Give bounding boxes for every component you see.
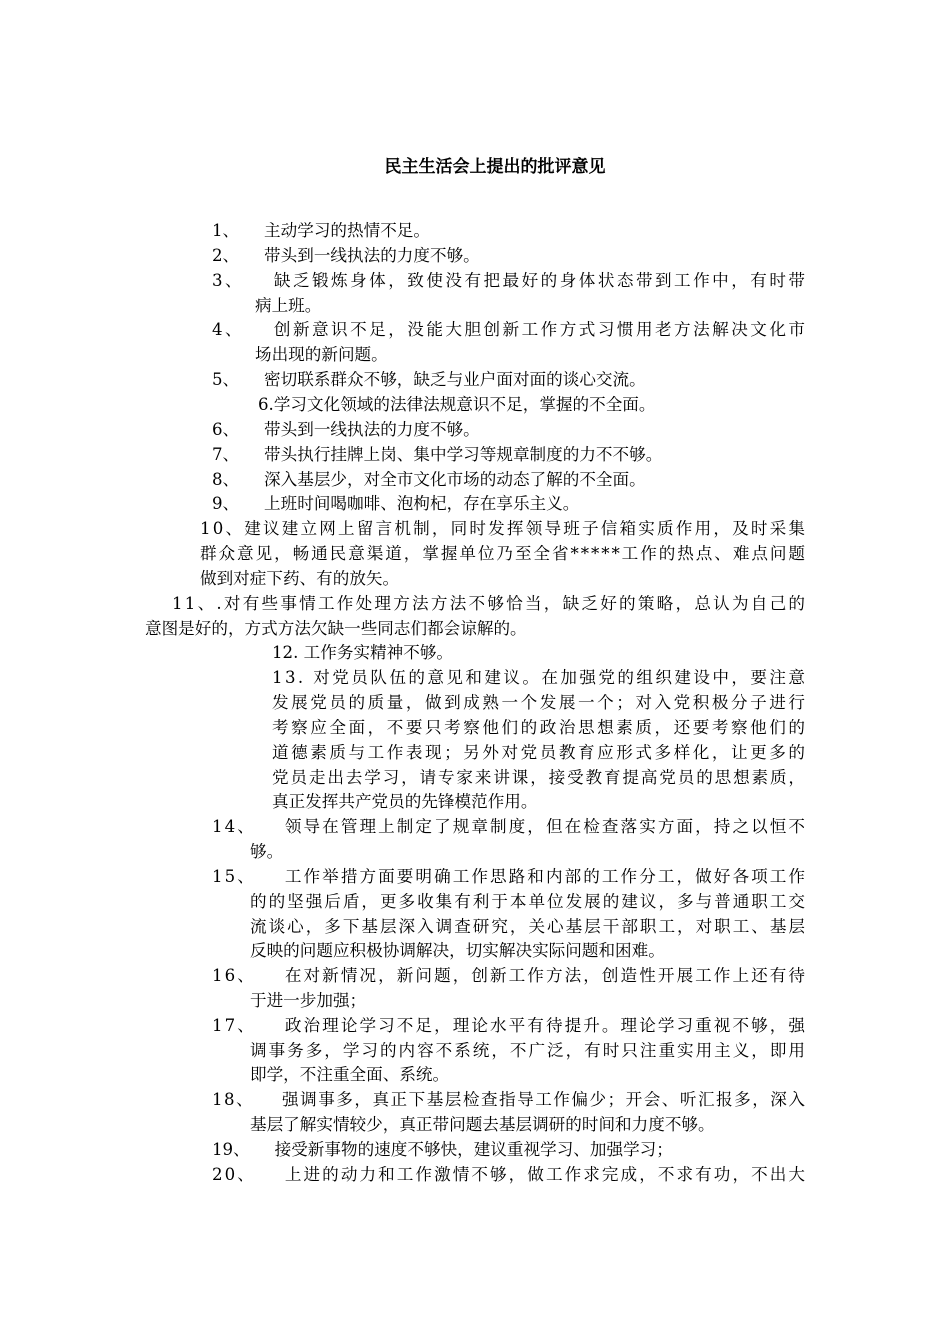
text-line: 15、 工作举措方面要明确工作思路和内部的工作分工，做好各项工作 <box>212 867 808 886</box>
text-line: 做到对症下药、有的放矢。 <box>200 569 400 588</box>
text-line: 16、 在对新情况，新问题，创新工作方法，创造性开展工作上还有待 <box>212 966 808 985</box>
text-line: 4、 创新意识不足，没能大胆创新工作方式习惯用老方法解决文化市 <box>212 320 808 339</box>
text-line: 病上班。 <box>255 296 322 315</box>
text-line: 6.学习文化领域的法律法规意识不足，掌握的不全面。 <box>258 395 656 414</box>
text-line: 18、 强调事多，真正下基层检查指导工作偏少；开会、听汇报多，深入 <box>212 1090 807 1109</box>
text-line: 调事务多，学习的内容不系统，不广泛，有时只注重实用主义，即用 <box>250 1041 807 1060</box>
text-line: 7、 带头执行挂牌上岗、集中学习等规章制度的力不不够。 <box>212 445 663 464</box>
text-line: 8、 深入基层少，对全市文化市场的动态了解的不全面。 <box>212 470 646 489</box>
document-title: 民主生活会上提出的批评意见 <box>384 157 606 177</box>
text-line: 17、 政治理论学习不足，理论水平有待提升。理论学习重视不够，强 <box>212 1016 808 1035</box>
text-line: 11、.对有些事情工作处理方法方法不够恰当，缺乏好的策略，总认为自己的 <box>172 594 808 613</box>
text-line: 12. 工作务实精神不够。 <box>272 643 454 662</box>
text-line: 反映的问题应积极协调解决，切实解决实际问题和困难。 <box>250 941 665 960</box>
text-line: 道德素质与工作表现；另外对党员教育应形式多样化，让更多的 <box>272 743 808 762</box>
text-line: 发展党员的质量，做到成熟一个发展一个；对入党积极分子进行 <box>272 693 808 712</box>
text-line: 6、 带头到一线执法的力度不够。 <box>212 420 480 439</box>
text-line: 流谈心，多下基层深入调查研究，关心基层干部职工，对职工、基层 <box>250 917 807 936</box>
text-line: 群众意见，畅通民意渠道，掌握单位乃至全省*****工作的热点、难点问题 <box>200 544 807 563</box>
text-line: 真正发挥共产党员的先锋模范作用。 <box>272 792 538 811</box>
text-line: 10、建议建立网上留言机制，同时发挥领导班子信箱实质作用，及时采集 <box>200 519 808 538</box>
text-line: 13. 对党员队伍的意见和建议。在加强党的组织建设中，要注意 <box>272 668 808 687</box>
text-line: 于进一步加强； <box>250 991 367 1010</box>
text-line: 的的坚强后盾，更多收集有利于本单位发展的建议，多与普通职工交 <box>250 892 807 911</box>
text-line: 3、 缺乏锻炼身体，致使没有把最好的身体状态带到工作中，有时带 <box>212 271 808 290</box>
text-line: 基层了解实情较少，真正带问题去基层调研的时间和力度不够。 <box>250 1115 715 1134</box>
text-line: 9、 上班时间喝咖啡、泡枸杞，存在享乐主义。 <box>212 494 580 513</box>
text-line: 意图是好的，方式方法欠缺一些同志们都会谅解的。 <box>145 619 527 638</box>
text-line: 够。 <box>250 842 284 861</box>
text-line: 考察应全面，不要只考察他们的政治思想素质，还要考察他们的 <box>272 718 808 737</box>
text-line: 1、 主动学习的热情不足。 <box>212 221 430 240</box>
text-line: 即学，不注重全面、系统。 <box>250 1065 450 1084</box>
text-line: 场出现的新问题。 <box>255 345 388 364</box>
text-line: 2、 带头到一线执法的力度不够。 <box>212 246 480 265</box>
text-line: 党员走出去学习，请专家来讲课，接受教育提高党员的思想素质， <box>272 768 807 787</box>
text-line: 19、 接受新事物的速度不够快，建议重视学习、加强学习； <box>212 1140 673 1159</box>
text-line: 14、 领导在管理上制定了规章制度，但在检查落实方面，持之以恒不 <box>212 817 808 836</box>
text-line: 5、 密切联系群众不够，缺乏与业户面对面的谈心交流。 <box>212 370 646 389</box>
text-line: 20、 上进的动力和工作激情不够，做工作求完成，不求有功，不出大 <box>212 1165 808 1184</box>
